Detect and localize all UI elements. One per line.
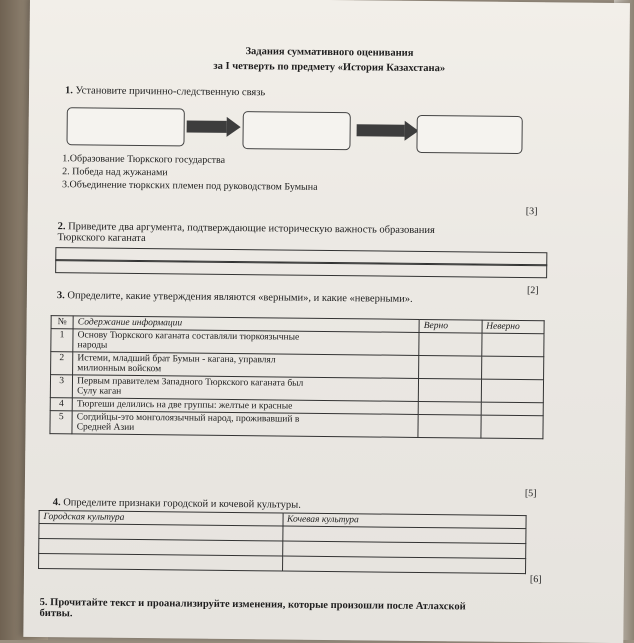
q3-false-cell[interactable]	[481, 402, 544, 416]
q1-item-1: 1.Образование Тюркского государства	[62, 153, 226, 166]
q1-item-2: 2. Победа над жужанами	[62, 166, 168, 179]
title-line-1: Задания суммативного оценивания	[245, 46, 414, 59]
q3-false-cell[interactable]	[481, 333, 544, 357]
q4-score: [6]	[529, 574, 542, 586]
q4-nomadic-cell[interactable]	[282, 556, 526, 574]
q3-score: [5]	[524, 488, 537, 500]
q3-header-true: Верно	[419, 319, 482, 333]
q3-true-cell[interactable]	[418, 401, 481, 415]
q4-number: 4.	[52, 497, 61, 509]
title-line-2: за I четверть по предмету «История Казахстана»	[213, 60, 446, 75]
answer-box-1[interactable]	[66, 107, 184, 146]
q2-number: 2.	[57, 221, 66, 233]
q2-text-line1: Приведите два аргумента, подтверждающие историческую важность образования	[68, 221, 435, 237]
q1-heading	[65, 85, 265, 98]
q3-row-text: Истеми, младший брат Бумын - кагана, управлял милионным войском	[73, 352, 419, 379]
q5-heading	[40, 597, 600, 625]
q3-text: Определите, какие утверждения являются «верными», и какие «неверными».	[67, 290, 413, 305]
q4-header-urban: Городская культура	[39, 510, 283, 526]
q3-row-text: Основу Тюркского каганата составляли тюркоязычные народы	[73, 329, 419, 356]
q2-text-line2: Тюркского каганата	[57, 232, 146, 245]
q3-row-number: 5	[50, 411, 72, 434]
arrow-1-body	[187, 121, 227, 133]
q3-true-cell[interactable]	[419, 332, 482, 356]
q5-text-line2: битвы.	[39, 607, 73, 620]
answer-box-3[interactable]	[416, 115, 522, 154]
q1-score: [3]	[525, 206, 538, 218]
q3-table-row	[50, 411, 543, 439]
q3-row-text: Тюргеши делились на две группы: желтые и красные	[72, 398, 418, 415]
q3-header-num: №	[51, 316, 73, 329]
q3-false-cell[interactable]	[481, 379, 544, 403]
arrow-2-body	[357, 124, 405, 137]
q3-row-text: Первым правителем Западного Тюркского каганата был Сулу каган	[73, 375, 419, 402]
q2-score: [2]	[526, 285, 539, 297]
q3-row-number: 4	[50, 398, 72, 411]
q3-false-cell[interactable]	[481, 356, 544, 380]
worksheet-paper	[23, 0, 630, 643]
q4-urban-cell[interactable]	[39, 553, 283, 571]
q4-heading	[53, 497, 301, 511]
q3-header-false: Неверно	[482, 320, 545, 334]
q3-row-number: 3	[50, 375, 72, 398]
q3-number: 3.	[56, 290, 65, 302]
q5-number: 5.	[39, 596, 48, 609]
q3-false-cell[interactable]	[480, 415, 543, 439]
q4-text: Определите признаки городской и кочевой культуры.	[63, 497, 301, 511]
q4-header-nomadic: Кочевая культура	[282, 513, 526, 529]
arrow-1-icon	[227, 117, 241, 137]
q4-table	[38, 510, 527, 574]
q3-row-text: Согдийцы-это монголоязычный народ, проживавший в Средней Азии	[72, 411, 418, 438]
q3-row-number: 1	[51, 329, 73, 352]
q5-text-line1: Прочитайте текст и проанализируйте изменения, которые произошли после Атлахской	[50, 597, 466, 613]
q3-true-cell[interactable]	[418, 378, 481, 402]
q3-header-content: Содержание информации	[73, 316, 419, 333]
q3-true-cell[interactable]	[418, 414, 481, 438]
q2-heading	[57, 221, 527, 248]
q3-table	[49, 315, 544, 439]
q1-number: 1.	[64, 85, 73, 97]
q3-heading	[57, 290, 413, 305]
q3-true-cell[interactable]	[419, 355, 482, 379]
q1-text: Установите причинно-следственную связь	[75, 85, 266, 99]
q1-item-3: 3.Объединение тюркских племен под руководством Бумына	[61, 179, 318, 193]
answer-box-2[interactable]	[242, 111, 350, 150]
q3-row-number: 2	[51, 352, 73, 375]
